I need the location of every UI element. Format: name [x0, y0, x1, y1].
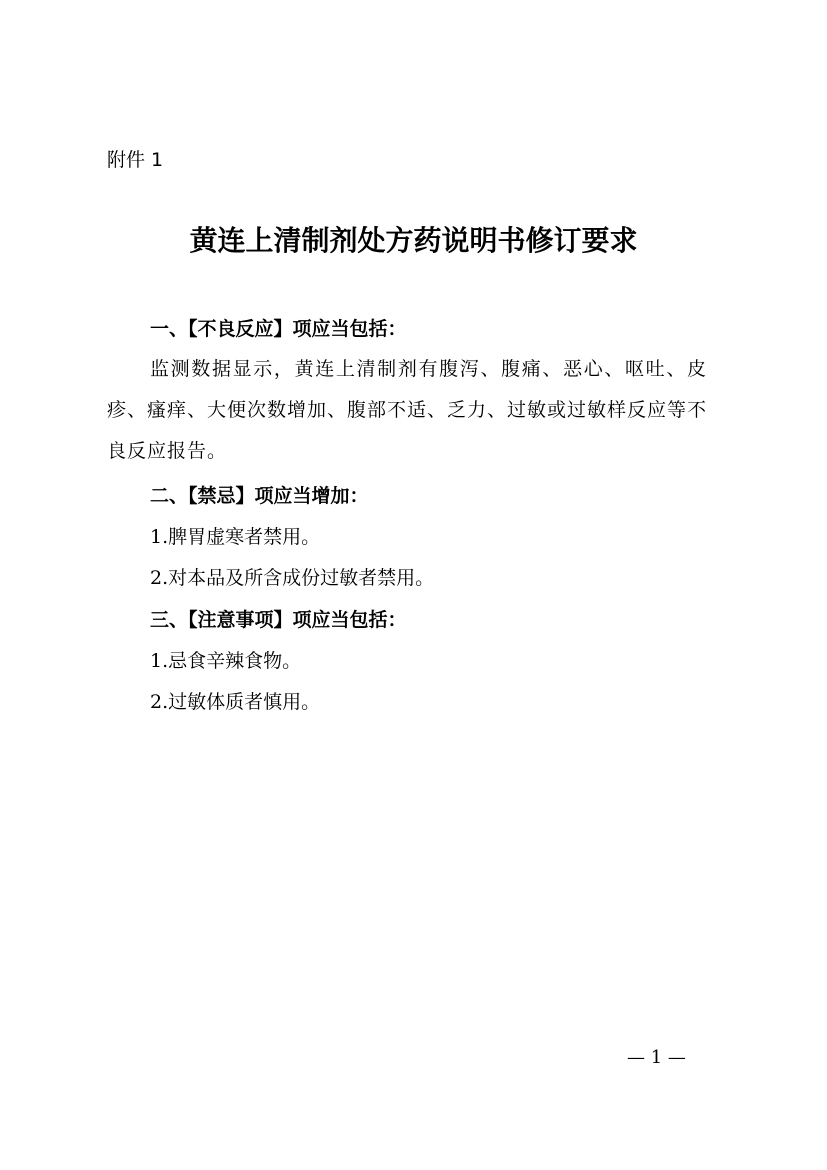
document-title: 黄连上清制剂处方药说明书修订要求	[189, 224, 638, 257]
list-item: 2.过敏体质者慎用。	[150, 691, 321, 713]
section-heading-adverse-reactions: 一、【不良反应】项应当包括：	[150, 318, 407, 340]
page-number: — 1 —	[627, 1047, 686, 1068]
attachment-label: 附件 1	[107, 149, 164, 171]
section-paragraph-adverse-reactions: 监测数据显示，黄连上清制剂有腹泻、腹痛、恶心、呕吐、皮疹、瘙痒、大便次数增加、腹部不适、乏力、过敏或过敏样反应等不良反应报告。	[107, 358, 708, 462]
section-heading-precautions: 三、【注意事项】项应当包括：	[150, 609, 407, 631]
list-item: 1.忌食辛辣食物。	[150, 650, 302, 672]
list-item: 1.脾胃虚寒者禁用。	[150, 526, 321, 548]
list-item: 2.对本品及所含成份过敏者禁用。	[150, 567, 435, 589]
section-heading-contraindications: 二、【禁忌】项应当增加：	[150, 485, 369, 507]
